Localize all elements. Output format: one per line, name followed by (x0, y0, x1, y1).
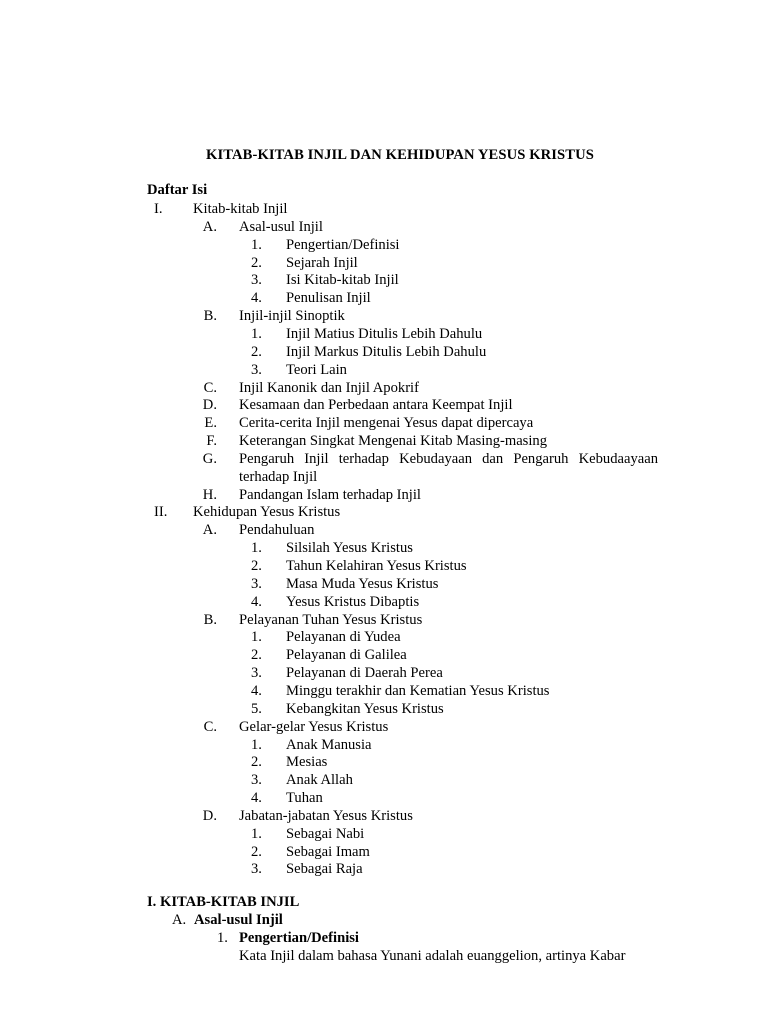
toc-level2-label: Cerita-cerita Injil mengenai Yesus dapat dipercaya (239, 415, 534, 432)
toc-level2-number: B. (203, 308, 217, 325)
toc-level1-number: II. (154, 504, 168, 521)
subsubsection-number: 1. (217, 930, 228, 946)
toc-level3-label: Injil Markus Ditulis Lebih Dahulu (286, 343, 487, 360)
toc-level3-number: 2. (251, 843, 262, 860)
toc-level2-label: Keterangan Singkat Mengenai Kitab Masing-masing (239, 433, 548, 450)
toc-level3-number: 4. (251, 790, 262, 807)
toc-level2-number: C. (203, 718, 217, 735)
toc-level3-label: Masa Muda Yesus Kristus (286, 575, 439, 592)
toc-level3-number: 3. (251, 361, 262, 378)
toc-level3-number: 3. (251, 665, 262, 682)
toc-level3-label: Kebangkitan Yesus Kristus (286, 700, 444, 717)
toc-level3-number: 1. (251, 236, 262, 253)
toc-level3-label: Silsilah Yesus Kristus (286, 540, 413, 557)
toc-level3-number: 1. (251, 629, 262, 646)
toc-level2-number: G. (202, 450, 217, 467)
toc-level3-number: 3. (251, 575, 262, 592)
toc-level3-number: 4. (251, 290, 262, 307)
toc-level2-number: E. (204, 415, 217, 432)
toc-level3-number: 3. (251, 861, 262, 878)
toc-level2-number: F. (206, 433, 217, 450)
toc-level3-label: Sejarah Injil (286, 254, 358, 271)
page-title: KITAB-KITAB INJIL DAN KEHIDUPAN YESUS KRISTUS (206, 147, 594, 163)
toc-level2-number: D. (202, 807, 217, 824)
toc-level3-number: 2. (251, 343, 262, 360)
toc-level2-number: C. (203, 379, 217, 396)
toc-level3-label: Sebagai Nabi (286, 825, 365, 842)
toc-level2-label: Pelayanan Tuhan Yesus Kristus (239, 611, 423, 628)
toc-level1-label: Kitab-kitab Injil (193, 201, 288, 217)
toc-level3-label: Pelayanan di Yudea (286, 629, 401, 646)
toc-level3-number: 1. (251, 825, 262, 842)
toc-level2-number: B. (203, 611, 217, 628)
toc-level2-label: Asal-usul Injil (239, 218, 323, 235)
toc-level3-label: Pengertian/Definisi (286, 236, 400, 253)
toc-level3-number: 3. (251, 772, 262, 789)
toc-heading: Daftar Isi (147, 182, 208, 198)
toc-level2-label: Pengaruh Injil terhadap Kebudayaan dan Pengaruh Kebudaayaan (239, 450, 658, 467)
toc-level2-label: Gelar-gelar Yesus Kristus (239, 718, 389, 735)
toc-level1-number: I. (154, 201, 163, 217)
subsubsection-title: Pengertian/Definisi (239, 930, 359, 946)
toc-level3-label: Minggu terakhir dan Kematian Yesus Kristus (286, 682, 550, 699)
toc-level3-label: Anak Manusia (286, 736, 372, 753)
body-paragraph: Kata Injil dalam bahasa Yunani adalah euanggelion, artinya Kabar (239, 948, 626, 964)
toc-level2-label: Injil-injil Sinoptik (239, 308, 345, 325)
toc-level3-number: 2. (251, 558, 262, 574)
toc-level3-number: 5. (251, 700, 262, 717)
toc-level3-label: Mesias (286, 754, 328, 771)
toc-level2-number: D. (202, 397, 217, 414)
toc-level3-label: Sebagai Raja (286, 861, 363, 878)
toc-level3-number: 2. (251, 647, 262, 664)
toc-level1-label: Kehidupan Yesus Kristus (193, 504, 341, 521)
toc-level3-number: 1. (251, 540, 262, 557)
toc-level3-label: Pelayanan di Galilea (286, 647, 407, 664)
toc-level2-label: Kesamaan dan Perbedaan antara Keempat Injil (239, 397, 513, 414)
toc-level2-number: A. (202, 218, 217, 235)
toc-level3-number: 1. (251, 325, 262, 342)
toc-level3-label: Teori Lain (286, 361, 347, 378)
subsection-number: A. (172, 912, 187, 928)
subsection-title: Asal-usul Injil (194, 912, 283, 928)
toc-level3-number: 4. (251, 682, 262, 699)
toc-level3-label: Tuhan (286, 790, 323, 807)
toc-level3-label: Tahun Kelahiran Yesus Kristus (286, 558, 467, 574)
toc-level2-number: H. (202, 486, 217, 503)
toc-level3-label: Sebagai Imam (286, 843, 370, 860)
toc-level3-number: 2. (251, 754, 262, 771)
toc-level3-number: 1. (251, 736, 262, 753)
toc-level3-label: Yesus Kristus Dibaptis (286, 593, 420, 610)
toc-level3-number: 2. (251, 254, 262, 271)
toc-level3-number: 3. (251, 272, 262, 289)
section-heading: I. KITAB-KITAB INJIL (147, 894, 300, 910)
toc-level3-label: Pelayanan di Daerah Perea (286, 665, 443, 682)
toc-level3-label: Anak Allah (286, 772, 353, 789)
toc-level2-number: A. (202, 522, 217, 539)
toc-level2-label: Pandangan Islam terhadap Injil (239, 486, 421, 503)
toc-level2-label: Injil Kanonik dan Injil Apokrif (239, 379, 419, 396)
toc-level3-label: Penulisan Injil (286, 290, 371, 307)
toc-level2-label: Pendahuluan (239, 522, 315, 539)
toc-level2-label-continued: terhadap Injil (239, 468, 318, 485)
toc-level3-number: 4. (251, 593, 262, 610)
toc-level3-label: Isi Kitab-kitab Injil (286, 272, 399, 289)
toc-level2-label: Jabatan-jabatan Yesus Kristus (239, 807, 413, 824)
toc-level3-label: Injil Matius Ditulis Lebih Dahulu (286, 325, 483, 342)
